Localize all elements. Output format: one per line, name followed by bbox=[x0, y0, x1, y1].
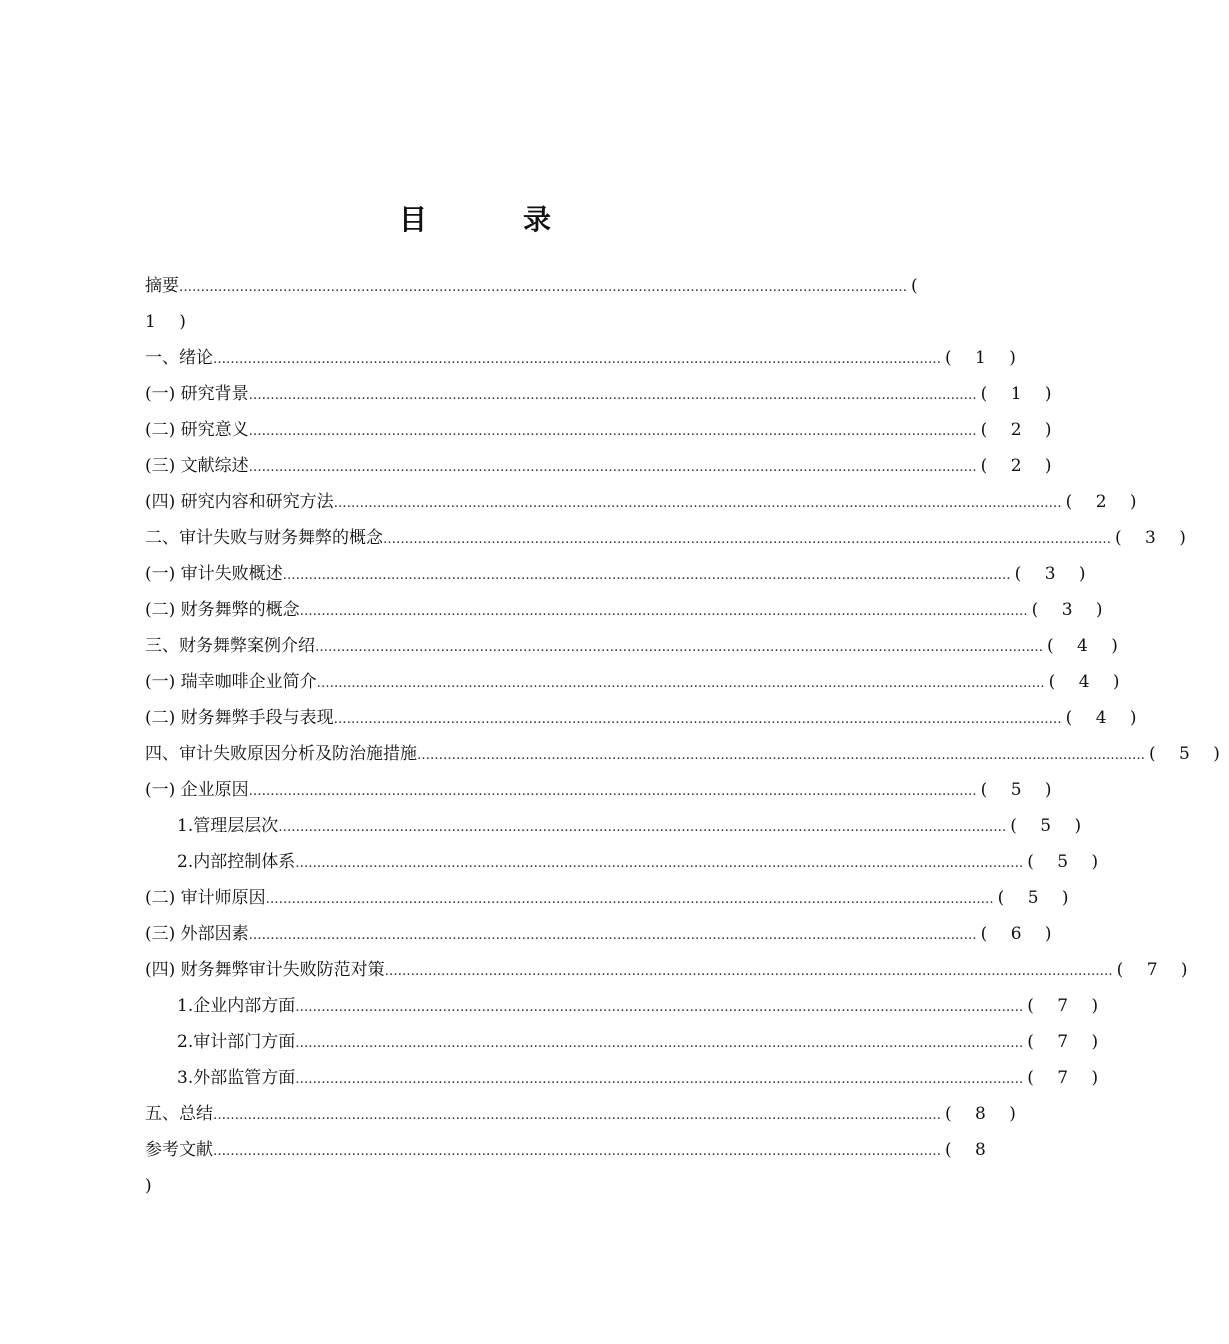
toc-leader-dots: …………………………………………………………………………………………………………………………………………………… bbox=[213, 352, 941, 367]
toc-page-number: ( 2 ) bbox=[980, 456, 1061, 476]
toc-page-number: ( 6 ) bbox=[980, 924, 1061, 944]
toc-page-number: ( 5 ) bbox=[1149, 744, 1229, 764]
toc-entry-label: (二) 审计师原因 bbox=[145, 888, 266, 908]
toc-entry-label: 三、财务舞弊案例介绍 bbox=[145, 636, 315, 656]
toc-leader-dots: …………………………………………………………………………………………………………………………………………………… bbox=[333, 712, 1062, 727]
toc-entry[interactable] bbox=[145, 520, 1195, 556]
toc-leader-dots: …………………………………………………………………………………………………………………………………………………… bbox=[299, 604, 1028, 619]
toc-page-number: ( 3 ) bbox=[1115, 528, 1195, 548]
toc-entry-label: 二、审计失败与财务舞弊的概念 bbox=[145, 528, 383, 548]
toc-page-number: ( 7 ) bbox=[1027, 1032, 1108, 1052]
toc-leader-dots: …………………………………………………………………………………………………………………………………………………… bbox=[282, 568, 1011, 583]
toc-leader-dots: …………………………………………………………………………………………………………………………………………………… bbox=[248, 784, 977, 799]
toc-page-number: ( 1 ) bbox=[945, 348, 1025, 368]
toc-page-number: ( 4 ) bbox=[1065, 708, 1146, 728]
toc-leader-dots: …………………………………………………………………………………………………………………………………………………… bbox=[295, 856, 1024, 871]
toc-entry[interactable] bbox=[145, 952, 1197, 988]
toc-entry-label: (二) 财务舞弊手段与表现 bbox=[145, 708, 334, 728]
toc-entry-label: (四) 财务舞弊审计失败防范对策 bbox=[145, 960, 385, 980]
toc-leader-dots: …………………………………………………………………………………………………………………………………………………… bbox=[315, 640, 1043, 655]
toc-leader-dots: …………………………………………………………………………………………………………………………………………………… bbox=[384, 964, 1113, 979]
toc-entry-label: 摘要 bbox=[145, 276, 179, 296]
toc-entry-label: (三) 外部因素 bbox=[145, 924, 249, 944]
toc-entry[interactable] bbox=[145, 808, 1091, 844]
toc-leader-dots: …………………………………………………………………………………………………………………………………………………… bbox=[333, 496, 1062, 511]
toc-entry[interactable] bbox=[145, 988, 1108, 1024]
toc-entry-label: (二) 财务舞弊的概念 bbox=[145, 600, 300, 620]
page-title: 目 录 bbox=[398, 203, 585, 236]
toc-entry-abstract[interactable] bbox=[145, 268, 927, 304]
toc-page-number: ( 3 ) bbox=[1014, 564, 1095, 584]
toc-entry-label: (四) 研究内容和研究方法 bbox=[145, 492, 334, 512]
toc-entry-references[interactable] bbox=[145, 1132, 995, 1168]
toc-page-number: ( 5 ) bbox=[1010, 816, 1091, 836]
toc-leader-dots: …………………………………………………………………………………………………………………………………………………… bbox=[278, 820, 1007, 835]
toc-entry-label: (一) 企业原因 bbox=[145, 780, 249, 800]
toc-leader-dots: …………………………………………………………………………………………………………………………………………………… bbox=[383, 532, 1111, 547]
toc-entry[interactable] bbox=[145, 340, 1025, 376]
toc-page-number: ( 5 ) bbox=[1027, 852, 1108, 872]
toc-entry[interactable] bbox=[145, 916, 1061, 952]
toc-entry[interactable] bbox=[145, 664, 1129, 700]
toc-leader-dots: …………………………………………………………………………………………………………………………………………………… bbox=[316, 676, 1045, 691]
toc-entry-label: 一、绪论 bbox=[145, 348, 213, 368]
toc-entry-label: (二) 研究意义 bbox=[145, 420, 249, 440]
toc-entry[interactable] bbox=[145, 844, 1108, 880]
toc-page-number: ( 2 ) bbox=[1065, 492, 1146, 512]
toc-page-number-wrap: ) bbox=[145, 1176, 161, 1196]
toc-entry[interactable] bbox=[145, 556, 1095, 592]
toc-leader-dots: …………………………………………………………………………………………………………………………………………………… bbox=[295, 1036, 1024, 1051]
toc-leader-dots: …………………………………………………………………………………………………………………………………………………… bbox=[265, 892, 994, 907]
toc-entry-label: 四、审计失败原因分析及防治施措施 bbox=[145, 744, 417, 764]
toc-entry-label: 1.管理层层次 bbox=[177, 816, 279, 836]
toc-entry[interactable] bbox=[145, 592, 1112, 628]
toc-leader-dots: …………………………………………………………………………………………………………………………………………………… bbox=[248, 460, 977, 475]
toc-leader-dots: …………………………………………………………………………………………………………………………………………………… bbox=[295, 1000, 1024, 1015]
toc-entry[interactable] bbox=[145, 628, 1127, 664]
toc-entry[interactable] bbox=[145, 1060, 1108, 1096]
toc-entry[interactable] bbox=[145, 376, 1061, 412]
toc-page-number-wrap: 1 ) bbox=[145, 312, 195, 332]
toc-leader-dots: …………………………………………………………………………………………………………………………………………………… bbox=[248, 928, 977, 943]
toc-leader-dots: …………………………………………………………………………………………………………………………………………………… bbox=[248, 388, 977, 403]
toc-entry-label: 2.审计部门方面 bbox=[177, 1032, 296, 1052]
toc-entry-label: (一) 瑞幸咖啡企业简介 bbox=[145, 672, 317, 692]
toc-entry-label: 参考文献 bbox=[145, 1140, 213, 1160]
toc-leader-dots: …………………………………………………………………………………………………………………………………………………… bbox=[179, 280, 907, 295]
toc-page-number: ( 5 ) bbox=[997, 888, 1078, 908]
toc-entry[interactable] bbox=[145, 412, 1061, 448]
toc-leader-dots: …………………………………………………………………………………………………………………………………………………… bbox=[213, 1108, 941, 1123]
toc-page-number: ( 7 ) bbox=[1027, 1068, 1108, 1088]
toc-leader-dots: …………………………………………………………………………………………………………………………………………………… bbox=[295, 1072, 1024, 1087]
toc-page-number: ( 8 bbox=[945, 1140, 995, 1160]
toc-page-number: ( 8 ) bbox=[945, 1104, 1025, 1124]
toc-entry-label: 3.外部监管方面 bbox=[177, 1068, 296, 1088]
toc-entry[interactable] bbox=[145, 880, 1078, 916]
toc-entry-label: (三) 文献综述 bbox=[145, 456, 249, 476]
toc-entry[interactable] bbox=[145, 772, 1061, 808]
toc-page-number: ( bbox=[911, 276, 927, 296]
toc-entry[interactable] bbox=[145, 1024, 1108, 1060]
toc-page-number: ( 3 ) bbox=[1031, 600, 1112, 620]
toc-entry-label: 2.内部控制体系 bbox=[177, 852, 296, 872]
toc-leader-dots: …………………………………………………………………………………………………………………………………………………… bbox=[213, 1144, 941, 1159]
toc-entry[interactable] bbox=[145, 448, 1061, 484]
toc-entry[interactable] bbox=[145, 484, 1146, 520]
toc-entry-label: (一) 研究背景 bbox=[145, 384, 249, 404]
toc-page-number: ( 7 ) bbox=[1116, 960, 1197, 980]
toc-entry-label: 1.企业内部方面 bbox=[177, 996, 296, 1016]
toc-page-number: ( 4 ) bbox=[1047, 636, 1127, 656]
toc-page-number: ( 5 ) bbox=[980, 780, 1061, 800]
table-of-contents bbox=[145, 268, 1229, 1204]
toc-entry[interactable] bbox=[145, 700, 1146, 736]
toc-entry-label: (一) 审计失败概述 bbox=[145, 564, 283, 584]
toc-page-number: ( 4 ) bbox=[1048, 672, 1129, 692]
toc-page-number: ( 2 ) bbox=[980, 420, 1061, 440]
toc-entry-label: 五、总结 bbox=[145, 1104, 213, 1124]
toc-entry[interactable] bbox=[145, 1096, 1025, 1132]
toc-page-number: ( 1 ) bbox=[980, 384, 1061, 404]
toc-entry[interactable] bbox=[145, 736, 1229, 772]
toc-leader-dots: …………………………………………………………………………………………………………………………………………………… bbox=[417, 748, 1145, 763]
toc-leader-dots: …………………………………………………………………………………………………………………………………………………… bbox=[248, 424, 977, 439]
toc-page-number: ( 7 ) bbox=[1027, 996, 1108, 1016]
